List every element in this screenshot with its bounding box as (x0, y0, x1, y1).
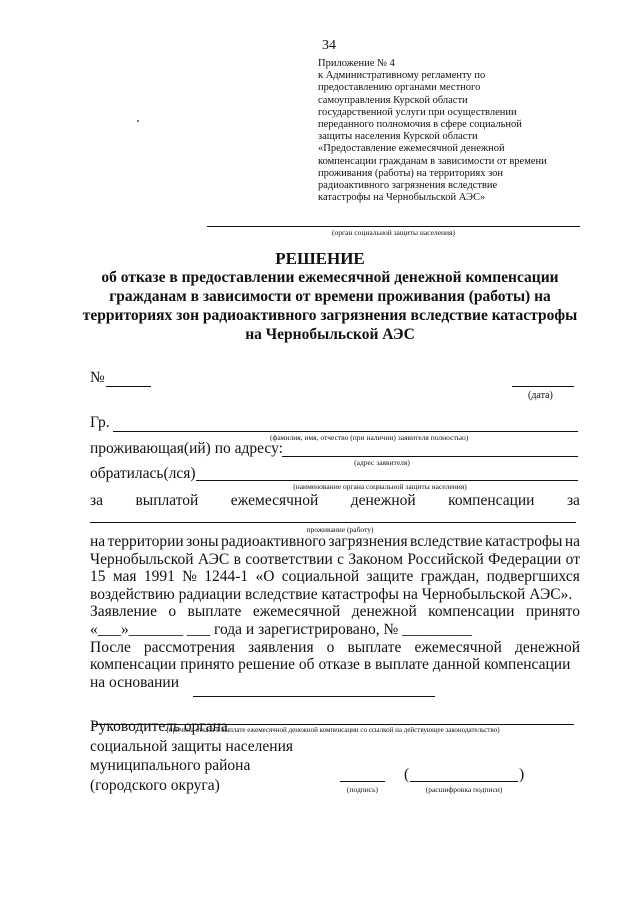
subtitle-line: территориях зон радиоактивного загрязнения вследствие катастрофы (82, 307, 578, 324)
body-word: защите (366, 568, 414, 586)
payment-word: за (566, 492, 580, 509)
residence-field-line[interactable] (90, 522, 576, 523)
appendix-line: к Административному регламенту по (318, 70, 486, 82)
body-word: денежной (515, 638, 580, 656)
applied-field-line[interactable] (196, 480, 578, 481)
body-line: воздействию радиации вследствие катастрофы на Чернобыльской АЭС». (90, 585, 573, 603)
body-word: «О (255, 568, 275, 586)
signatory-line: социальной защиты населения (90, 737, 294, 755)
signatory-block (90, 717, 293, 795)
address-caption: (адрес заявителя) (354, 458, 410, 467)
body-word: социальной (281, 568, 360, 586)
body-word: подвергшихся (486, 568, 580, 586)
residence-caption: проживание (работу) (306, 525, 374, 534)
body-word: принято (525, 603, 580, 621)
body-line (90, 533, 580, 551)
body-word: выплате (347, 638, 402, 656)
body-line: «___»_______ ___ года и зарегистрировано, № _________ (90, 620, 472, 638)
organ-caption: (орган социальной защиты населения) (331, 228, 456, 237)
applied-label: обратилась(лся) (90, 465, 196, 482)
body-word: 15 (90, 568, 106, 586)
payment-word: за (90, 492, 104, 509)
body-word: мая (112, 568, 137, 586)
body-line (90, 603, 580, 621)
payment-line (90, 492, 580, 510)
decoding-field-line[interactable] (410, 781, 518, 782)
body-word: на (90, 533, 106, 550)
body-word: соответствии (245, 550, 333, 568)
signatory-line: (городского округа) (90, 776, 220, 794)
body-word: ежемесячной (252, 603, 341, 621)
body-word: вследствие (410, 533, 483, 550)
citizen-field-line[interactable] (113, 431, 578, 432)
document-title: РЕШЕНИЕ (275, 249, 365, 268)
address-label: проживающая(ий) по адресу: (90, 440, 283, 457)
body-word: Законом (348, 550, 404, 568)
appendix-line: компенсации гражданам в зависимости от времени (318, 155, 547, 167)
appendix-line: переданного полномочия в сфере социальной (318, 119, 522, 131)
body-word: заявления (248, 638, 314, 656)
appendix-line: радиоактивного загрязнения вследствие (318, 180, 498, 192)
organ-field-line[interactable] (207, 226, 580, 227)
scan-speck (137, 120, 139, 122)
body-word: компенсации (428, 603, 515, 621)
body-word: от (565, 550, 580, 568)
body-word: о (326, 638, 335, 656)
payment-word: компенсации (448, 492, 535, 509)
body-word: Федерации (488, 550, 562, 568)
body-word: с (337, 550, 345, 568)
body-word: рассмотрения (143, 638, 235, 656)
body-word: После (90, 638, 131, 656)
appendix-line: катастрофы на Чернобыльской АЭС» (318, 192, 486, 204)
decoding-open-paren: ( (404, 766, 410, 783)
body-word: выплате (187, 603, 242, 621)
basis-field-line[interactable] (193, 696, 435, 697)
body-word: территории (107, 533, 184, 550)
body-word: 1991 (143, 568, 175, 586)
body-word: о (168, 603, 177, 621)
body-word: ежемесячной (414, 638, 502, 656)
date-caption: (дата) (528, 390, 553, 401)
body-line: на основании (90, 673, 179, 691)
body-word: Заявление (90, 603, 157, 621)
payment-word: выплатой (135, 492, 199, 509)
decision-body (90, 533, 580, 691)
body-word: № (182, 568, 197, 586)
appendix-line: защиты населения Курской области (318, 131, 478, 143)
appendix-line: самоуправления Курской области (318, 94, 468, 106)
decoding-close-paren: ) (519, 766, 525, 783)
body-word: зоны (186, 533, 219, 550)
appendix-line: проживания (работы) на территориях зон (318, 167, 504, 179)
subtitle-line: гражданам в зависимости от времени проживания (работы) на (109, 288, 551, 305)
body-word: Российской (407, 550, 484, 568)
number-field-line[interactable] (106, 386, 151, 387)
body-word: радиоактивного (221, 533, 326, 550)
body-line (90, 551, 580, 569)
payment-word: ежемесячной (230, 492, 319, 509)
subtitle-line: на Чернобыльской АЭС (245, 326, 415, 343)
reason-caption: (причина отказа в выплате ежемесячной денежной компенсации со ссылкой на действующее законодательство) (166, 726, 500, 734)
appendix-line: Приложение № 4 (318, 58, 395, 69)
number-label: № (90, 369, 105, 386)
appendix-header (318, 58, 580, 204)
body-word: Чернобыльской (90, 550, 194, 568)
address-field-line[interactable] (282, 456, 578, 457)
body-line (90, 568, 580, 586)
payment-word: денежной (350, 492, 416, 509)
appendix-line: предоставлению органами местного (318, 82, 481, 94)
body-word: загрязнения (328, 533, 408, 550)
body-word: граждан, (420, 568, 480, 586)
body-word: 1244-1 (204, 568, 249, 586)
decoding-caption: (расшифровка подписи) (425, 785, 503, 794)
fio-caption: (фамилия, имя, отчество (при наличии) заявителя полностью) (270, 433, 469, 442)
body-word: АЭС (197, 550, 230, 568)
subtitle-line: об отказе в предоставлении ежемесячной денежной компенсации (101, 269, 559, 286)
organ-name-caption: (наименование органа социальной защиты населения) (293, 482, 467, 491)
body-word: в (233, 550, 241, 568)
signatory-line: муниципального района (90, 757, 251, 774)
body-word: на (564, 533, 580, 550)
document-subtitle (80, 268, 580, 344)
citizen-label: Гр. (90, 414, 110, 431)
body-word: катастрофы (484, 533, 563, 550)
page-number: 34 (322, 38, 336, 53)
appendix-line: «Предоставление ежемесячной денежной (318, 143, 505, 155)
signature-field-line[interactable] (340, 781, 385, 782)
date-field-line[interactable] (512, 386, 574, 387)
body-line (90, 639, 580, 657)
signature-caption: (подпись) (346, 785, 379, 794)
appendix-line: государственной услуги при осуществлении (318, 106, 517, 118)
body-line: компенсации принято решение об отказе в выплате данной компенсации (90, 656, 571, 674)
signatory-line: Руководитель органа (90, 718, 228, 735)
body-word: денежной (351, 603, 417, 621)
